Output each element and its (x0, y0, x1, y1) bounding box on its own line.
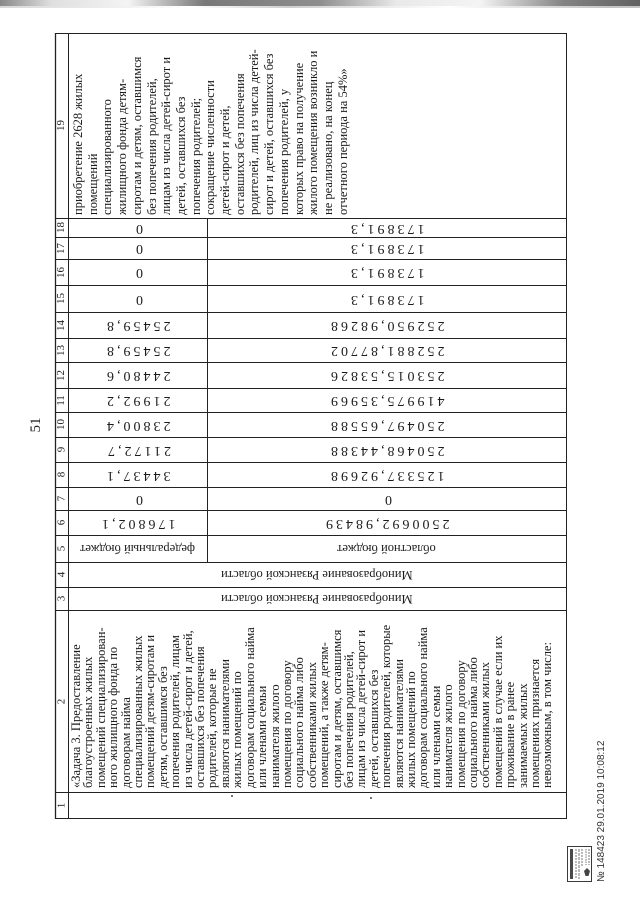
column-number-11 (55, 388, 68, 412)
task-line: собственниками жилых (478, 662, 493, 788)
result-line: специализированного (100, 99, 115, 215)
task-line: помещения по договору (279, 660, 294, 788)
column-number-13 (55, 338, 68, 362)
executor-col4-text: Минобразование Рязанской области (221, 568, 413, 582)
column-number-label: 11 (55, 394, 67, 406)
column-number-9 (55, 437, 68, 462)
federal-value-col11: 21992,2 (104, 393, 171, 408)
task-description-cell (68, 610, 566, 792)
result-line: детей, оставшихся без (173, 96, 188, 215)
result-line: жилого помещения возникло и (306, 50, 321, 215)
federal-cell-col10 (68, 412, 207, 437)
result-line: лицам из числа детей-сирот и (159, 56, 174, 215)
federal-cell-col11 (68, 388, 207, 412)
federal-value-col7: 0 (132, 491, 143, 507)
result-line: сиротам и детям, оставшимся (129, 56, 144, 215)
column-number-label: 17 (55, 242, 67, 254)
column-number-label: 13 (55, 344, 67, 356)
regional-cell-col6 (207, 510, 566, 535)
regional-cell-col14 (207, 312, 566, 338)
regional-value-col9: 250468,44388 (328, 442, 445, 458)
task-line: попечения родителей, лицам (168, 635, 183, 788)
federal-value-col17: 0 (132, 241, 143, 256)
task-line: помещений в случае если их (490, 635, 505, 788)
regional-value-col13: 252881,87702 (328, 343, 445, 358)
regional-value-col14: 252950,98268 (328, 318, 445, 333)
column-number-label: 15 (55, 293, 67, 304)
column-number-6 (55, 510, 68, 535)
column-number-label: 14 (55, 319, 67, 331)
task-line: помещений специализирован- (93, 627, 108, 788)
scan-speck (231, 795, 233, 797)
federal-value-col8: 34437,1 (104, 467, 171, 483)
column-number-label: 10 (55, 419, 67, 430)
regional-cell-col12 (207, 362, 566, 388)
result-line: отчетного периода на 54%» (335, 68, 350, 215)
task-line: помещений, а также детям- (317, 642, 332, 788)
federal-cell-col6 (68, 510, 207, 535)
federal-cell-col7 (68, 487, 207, 510)
result-line: сирот и детей, оставшихся без (262, 53, 277, 215)
column-number-label: 4 (55, 571, 67, 578)
column-number-3 (55, 587, 68, 610)
column-number-10 (55, 412, 68, 437)
task-line: или членами семьи (255, 685, 270, 788)
federal-cell-col18 (68, 218, 207, 237)
result-line: жилищного фонда детям- (115, 78, 130, 215)
federal-cell-col9 (68, 437, 207, 462)
task-line: помещения по договору (453, 660, 468, 788)
column-number-7 (55, 487, 68, 510)
federal-budget-source-cell (68, 535, 207, 562)
column-number-label: 16 (55, 266, 67, 278)
task-line: оставшихся без попечения (193, 646, 208, 788)
result-line: приобретение 2628 жилых (71, 73, 85, 215)
executor-cell-col3 (68, 587, 566, 610)
federal-cell-col16 (68, 259, 207, 285)
federal-value-col15: 0 (132, 291, 143, 307)
federal-value-col6: 176802,1 (99, 515, 176, 531)
task-line: договорам социального найма (242, 627, 257, 788)
column-number-16 (55, 259, 68, 285)
column-number-4 (55, 562, 68, 587)
column-number-15 (55, 285, 68, 312)
executor-col3-text: Минобразование Рязанской области (221, 592, 413, 606)
result-line: которых право на получение (291, 62, 306, 215)
result-line: сокращение численности (203, 80, 218, 215)
regional-cell-col9 (207, 437, 566, 462)
task-line: нанимателя жилого (441, 684, 456, 788)
regional-value-col7: 0 (381, 491, 392, 507)
task-line: ного жилищного фонда по (106, 646, 121, 788)
regional-value-col18: 173891,3 (348, 220, 425, 236)
task-line: жилых помещений по (403, 671, 418, 788)
regional-value-col11: 419975,35969 (328, 393, 445, 408)
regional-cell-col13 (207, 338, 566, 362)
task-line: собственниками жилых (304, 662, 319, 788)
column-number-18 (55, 218, 68, 237)
column-number-8 (55, 462, 68, 487)
regional-value-col12: 253015,53826 (328, 368, 445, 383)
task-line: детям, оставшимся без (155, 666, 170, 788)
result-line: родителей, лиц из числа детей- (247, 49, 262, 215)
regional-value-col6: 2500692,98439 (323, 515, 450, 531)
result-line: попечения родителей, у (276, 88, 291, 215)
task-line: являются нанимателями (391, 659, 406, 788)
task-line: детей, оставшихся без (366, 669, 381, 788)
regional-cell-col11 (207, 388, 566, 412)
regional-cell-col7 (207, 487, 566, 510)
task-line: без попечения родителей, (341, 651, 356, 788)
result-line: детей-сирот и детей, (218, 105, 233, 215)
column-number-label: 18 (55, 222, 67, 233)
column-number-label: 2 (55, 698, 67, 704)
task-line: благоустроенных жилых (81, 656, 96, 788)
task-line: сиротам и детям, оставшимся (329, 629, 344, 788)
task-line: социального найма либо (466, 657, 480, 788)
scan-speck (370, 797, 372, 799)
federal-cell-col15 (68, 285, 207, 312)
federal-value-col16: 0 (132, 265, 143, 280)
task-line: жилых помещений по (230, 671, 245, 788)
registration-stamp-text: № 148423 29.01.2019 10:08:12 (596, 740, 607, 882)
result-line: не реализовано, на конец (320, 81, 335, 215)
federal-value-col12: 24480,6 (104, 368, 171, 383)
column-number-14 (55, 312, 68, 338)
task-line: социального найма либо (292, 657, 307, 788)
regional-budget-source-cell (207, 535, 566, 562)
federal-value-col18: 0 (132, 220, 143, 236)
task-line: лицам из числа детей-сирот и (354, 629, 369, 788)
task-line: договорам найма (118, 697, 133, 788)
task-line: «Задача 3. Предоставление (69, 644, 83, 788)
column-number-label: 12 (55, 369, 67, 381)
federal-value-col9: 21172,7 (104, 442, 171, 458)
federal-value-col10: 23800,4 (104, 417, 171, 433)
task-line: попечения родителей, которые (379, 624, 394, 788)
expected-result-cell (68, 33, 566, 218)
task-line: проживание в ранее (503, 681, 518, 788)
task-line: родителей, которые не (205, 668, 220, 788)
column-number-5 (55, 535, 68, 562)
result-line: без попечения родителей, (144, 78, 159, 215)
regional-cell-col18 (207, 218, 566, 237)
column-number-label: 5 (55, 545, 67, 552)
column-number-19 (55, 33, 68, 218)
task-line: занимаемых жилых (515, 683, 530, 788)
executor-cell-col4 (68, 562, 566, 587)
column-number-label: 7 (55, 495, 67, 502)
column-number-label: 1 (55, 802, 67, 808)
column-number-label: 9 (55, 446, 67, 453)
column-number-label: 3 (55, 595, 67, 602)
regional-cell-col10 (207, 412, 566, 437)
task-line: договорам социального найма (416, 627, 431, 788)
task-line: из числа детей-сирот и детей, (180, 630, 195, 788)
column-number-17 (55, 237, 68, 259)
task-line: нанимателя жилого (267, 684, 282, 788)
column-number-2 (55, 610, 68, 792)
regional-cell-col8 (207, 462, 566, 487)
regional-value-col10: 250497,65588 (328, 417, 445, 433)
result-line: попечения родителей; (188, 97, 203, 215)
regional-budget-label: областной бюджет (337, 542, 436, 556)
federal-cell-col8 (68, 462, 207, 487)
column-number-label: 6 (55, 519, 67, 526)
federal-budget-label: федеральный бюджет (79, 542, 196, 556)
task-line: специализированных жилых (131, 635, 146, 788)
result-line: оставшихся без попечения (232, 73, 247, 215)
document-stamp-icon (566, 845, 593, 883)
column-number-label: 19 (55, 120, 67, 131)
task-line: являются нанимателями (217, 659, 232, 788)
column-number-1 (55, 792, 68, 818)
task-line: невозможным, в том числе: (540, 642, 555, 788)
column-number-12 (55, 362, 68, 388)
regional-cell-col16 (207, 259, 566, 285)
task-line: помещениях признается (528, 658, 543, 788)
regional-value-col15: 173891,3 (348, 291, 425, 307)
column-number-label: 8 (55, 471, 67, 478)
task-line: или членами семьи (428, 685, 443, 788)
federal-cell-col14 (68, 312, 207, 338)
federal-value-col13: 25459,8 (104, 343, 171, 358)
regional-cell-col15 (207, 285, 566, 312)
result-line: помещений (85, 153, 100, 215)
regional-value-col17: 173891,3 (348, 241, 425, 256)
page-number: 51 (28, 417, 44, 433)
regional-cell-col17 (207, 237, 566, 259)
federal-cell-col13 (68, 338, 207, 362)
federal-value-col14: 25459,8 (104, 318, 171, 333)
regional-value-col8: 125337,92698 (328, 467, 445, 483)
regional-value-col16: 173891,3 (348, 265, 425, 280)
federal-cell-col17 (68, 237, 207, 259)
task-line: помещений детям-сиротам и (143, 634, 158, 788)
federal-cell-col12 (68, 362, 207, 388)
